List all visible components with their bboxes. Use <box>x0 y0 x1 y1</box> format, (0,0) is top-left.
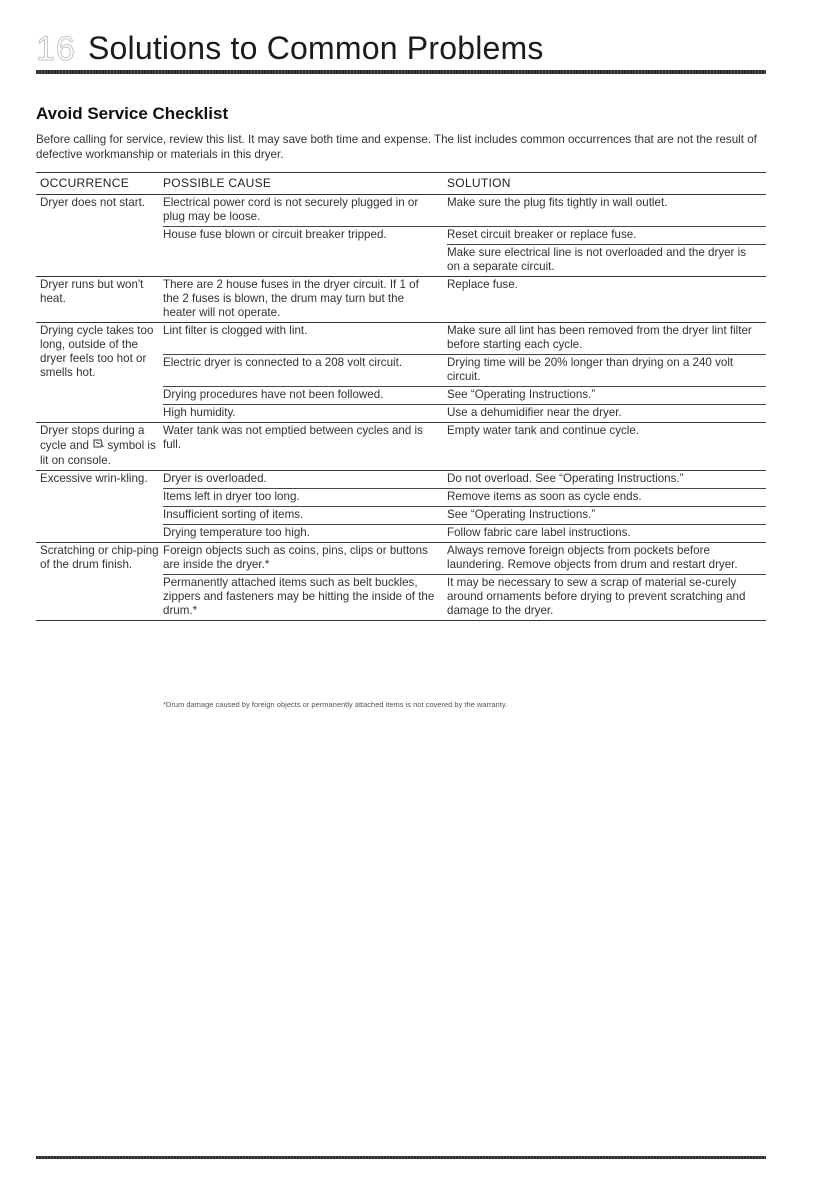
table-row <box>36 543 766 575</box>
table-row <box>36 423 766 471</box>
table-row <box>36 195 766 227</box>
cause-cell: There are 2 house fuses in the dryer circuit. If 1 of the 2 fuses is blown, the drum may turn but the heater will not operate. <box>163 277 447 323</box>
occurrence-cell: Dryer does not start. <box>36 195 163 277</box>
cause-cell: Drying temperature too high. <box>163 525 447 543</box>
cause-cell: Lint filter is clogged with lint. <box>163 323 447 355</box>
occurrence-cell: Excessive wrin-kling. <box>36 471 163 543</box>
solution-cell: Replace fuse. <box>447 277 766 323</box>
occurrence-cell: Dryer runs but won't heat. <box>36 277 163 323</box>
solution-cell: See “Operating Instructions.” <box>447 507 766 525</box>
cause-cell: High humidity. <box>163 405 447 423</box>
section-title: Avoid Service Checklist <box>36 104 229 123</box>
cause-cell: Water tank was not emptied between cycles and is full. <box>163 423 447 471</box>
cause-cell: Electrical power cord is not securely plugged in or plug may be loose. <box>163 195 447 227</box>
occurrence-text-before-icon: Dryer stops during a cycle and <box>40 424 145 452</box>
solution-cell: Empty water tank and continue cycle. <box>447 423 766 471</box>
solution-cell: Make sure all lint has been removed from the dryer lint filter before starting each cycle. <box>447 323 766 355</box>
page-header <box>36 28 766 78</box>
solution-cell: Drying time will be 20% longer than drying on a 240 volt circuit. <box>447 355 766 387</box>
header-occurrence: OCCURRENCE <box>36 173 163 195</box>
water-tank-symbol-icon <box>92 438 104 454</box>
table-row <box>36 323 766 355</box>
solution-cell: Always remove foreign objects from pockets before laundering. Remove objects from drum and restart dryer. <box>447 543 766 575</box>
cause-cell: Permanently attached items such as belt buckles, zippers and fasteners may be hitting the inside of the drum.* <box>163 575 447 621</box>
page-number: 16 <box>36 30 76 68</box>
troubleshooting-table <box>36 172 766 621</box>
cause-cell: Foreign objects such as coins, pins, clips or buttons are inside the dryer.* <box>163 543 447 575</box>
cause-cell <box>163 245 447 277</box>
cause-cell: Drying procedures have not been followed. <box>163 387 447 405</box>
solution-cell: See “Operating Instructions.” <box>447 387 766 405</box>
solution-cell: It may be necessary to sew a scrap of material se-curely around ornaments before drying to prevent scratching and damage to the dryer. <box>447 575 766 621</box>
cause-cell: Insufficient sorting of items. <box>163 507 447 525</box>
solution-cell: Follow fabric care label instructions. <box>447 525 766 543</box>
cause-cell: Items left in dryer too long. <box>163 489 447 507</box>
cause-cell: House fuse blown or circuit breaker tripped. <box>163 227 447 245</box>
solution-cell: Use a dehumidifier near the dryer. <box>447 405 766 423</box>
header-solution: SOLUTION <box>447 173 766 195</box>
solution-cell: Make sure the plug fits tightly in wall outlet. <box>447 195 766 227</box>
cause-cell: Electric dryer is connected to a 208 volt circuit. <box>163 355 447 387</box>
header-rule <box>36 70 766 74</box>
table-header-row <box>36 173 766 195</box>
occurrence-cell: Drying cycle takes too long, outside of the dryer feels too hot or smells hot. <box>36 323 163 423</box>
footnote: *Drum damage caused by foreign objects or permanently attached items is not covered by the warranty. <box>163 700 508 709</box>
occurrence-text-after-icon: symbol is lit on console. <box>40 439 156 467</box>
cause-cell: Dryer is overloaded. <box>163 471 447 489</box>
solution-cell: Do not overload. See “Operating Instructions.” <box>447 471 766 489</box>
page-title: Solutions to Common Problems <box>88 30 544 66</box>
intro-paragraph: Before calling for service, review this list. It may save both time and expense. The list includes common occurrences that are not the result of defective workmanship or materials in this dryer. <box>36 133 757 161</box>
bottom-rule <box>36 1156 766 1159</box>
header-possible-cause: POSSIBLE CAUSE <box>163 173 447 195</box>
table-row <box>36 277 766 323</box>
occurrence-cell <box>36 423 163 471</box>
solution-cell: Remove items as soon as cycle ends. <box>447 489 766 507</box>
solution-cell: Reset circuit breaker or replace fuse. <box>447 227 766 245</box>
table-row <box>36 471 766 489</box>
occurrence-cell: Scratching or chip-ping of the drum finish. <box>36 543 163 621</box>
solution-cell: Make sure electrical line is not overloaded and the dryer is on a separate circuit. <box>447 245 766 277</box>
